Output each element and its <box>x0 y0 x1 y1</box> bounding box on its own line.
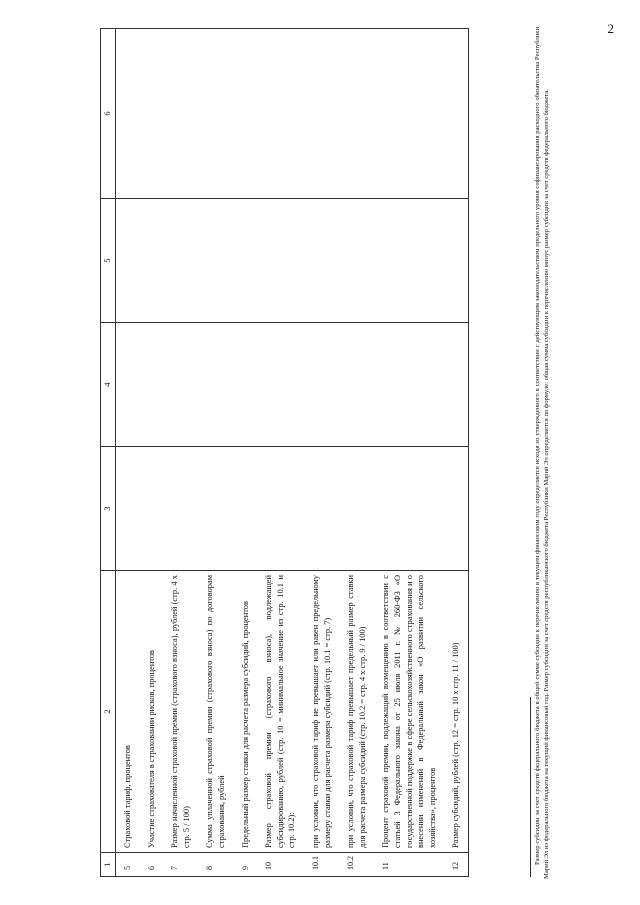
footnote-text: Размер субсидии за счет средств федерального бюджета в общей сумме субсидии к перечислению в текущем финансовом году определяется исходя из утвержденного в соответствии с действующим законодательством предельного уровня софинансирования расходного обязательства Республики Марий Эл из федерального бюджета на текущий финансовый год. Размер субсидии за счет средств республиканского бюджета Республики Марий Эл определяется по формуле: общая сумма субсидии к перечислению минус размер субсидии за счет средств федерального бюджета. <box>534 27 551 879</box>
row-number: 12 <box>444 853 468 877</box>
row-label: Размер субсидий, рублей (стр. 12 = стр. 10 x стр. 11 / 100) <box>444 571 468 853</box>
table-cell <box>234 199 258 323</box>
page-number: 2 <box>607 21 614 36</box>
table-header-row <box>101 29 116 877</box>
row-label: при условии, что страховой тариф превышает предельный размер ставки для расчета размера субсидий (стр. 10.2 = стр. 4 x стр. 9 / 100) <box>339 571 374 853</box>
table-cell <box>140 323 164 447</box>
table-body <box>116 29 469 877</box>
table-cell <box>444 447 468 571</box>
table-cell <box>116 29 140 199</box>
table-cell <box>198 199 233 323</box>
table-cell <box>163 447 198 571</box>
column-header: 1 <box>101 853 116 877</box>
row-number: 9 <box>234 853 258 877</box>
table-cell <box>374 447 444 571</box>
table-cell <box>444 199 468 323</box>
table-row <box>257 29 304 877</box>
table-row <box>374 29 444 877</box>
table-cell <box>163 199 198 323</box>
table-row <box>444 29 468 877</box>
row-label: Предельный размер ставки для расчета размера субсидий, процентов <box>234 571 258 853</box>
column-header: 3 <box>101 447 116 571</box>
table-cell <box>339 199 374 323</box>
row-label: Размер страховой премии (страхового взноса), подлежащей субсидированию, рублей (стр. 10 = минимальное значение из стр. 10.1 и стр. 10.2): <box>257 571 304 853</box>
table-cell <box>234 323 258 447</box>
table-cell <box>257 323 304 447</box>
table-cell <box>140 447 164 571</box>
row-label: Страховой тариф, процентов <box>116 571 140 853</box>
table-cell <box>374 29 444 199</box>
table-row <box>140 29 164 877</box>
table-cell <box>116 199 140 323</box>
table-cell <box>304 29 339 199</box>
column-header: 5 <box>101 199 116 323</box>
table-row <box>116 29 140 877</box>
table-cell <box>116 323 140 447</box>
table-cell <box>116 447 140 571</box>
table-row <box>234 29 258 877</box>
table-cell <box>339 447 374 571</box>
column-header: 2 <box>101 571 116 853</box>
row-number: 10.1 <box>304 853 339 877</box>
table-row <box>339 29 374 877</box>
column-header: 6 <box>101 29 116 199</box>
table-cell <box>257 447 304 571</box>
row-label: Размер начисленной страховой премии (страхового взноса), рублей (стр. 4 x стр. 5 / 100) <box>163 571 198 853</box>
row-number: 5 <box>116 853 140 877</box>
row-label: Сумма уплаченной страховой премии (страхового взноса) по договорам страхования, рублей <box>198 571 233 853</box>
row-number: 6 <box>140 853 164 877</box>
row-number: 8 <box>198 853 233 877</box>
row-label: Процент страховой премии, подлежащий возмещению в соответствии с статьей 3 Федерального закона от 25 июля 2011 г. № 260-ФЗ «О государственной поддержке в сфере сельскохозяйственного страхования и о внесении изменений в Федеральный закон «О развитии сельского хозяйства», процентов <box>374 571 444 853</box>
table-cell <box>140 29 164 199</box>
row-label: при условии, что страховой тариф не превышает или равен предельному размеру ставки для расчета размера субсидий (стр. 10.1 = стр. 7) <box>304 571 339 853</box>
table-cell <box>234 29 258 199</box>
table-cell <box>304 447 339 571</box>
table-row <box>198 29 233 877</box>
table-cell <box>339 29 374 199</box>
table-cell <box>304 199 339 323</box>
row-number: 10 <box>257 853 304 877</box>
table-cell <box>234 447 258 571</box>
table-cell <box>444 323 468 447</box>
table-cell <box>257 29 304 199</box>
table-cell <box>444 29 468 199</box>
table-cell <box>163 323 198 447</box>
row-number: 7 <box>163 853 198 877</box>
table-cell <box>198 323 233 447</box>
table-row <box>163 29 198 877</box>
table-cell <box>374 199 444 323</box>
calculation-table <box>100 28 469 877</box>
row-number: 11 <box>374 853 444 877</box>
table-cell <box>198 447 233 571</box>
table-cell <box>374 323 444 447</box>
table-row <box>304 29 339 877</box>
column-header: 4 <box>101 323 116 447</box>
table-cell <box>140 199 164 323</box>
table-cell <box>304 323 339 447</box>
footnote-divider <box>530 697 531 877</box>
table-cell <box>163 29 198 199</box>
table-cell <box>257 199 304 323</box>
row-number: 10.2 <box>339 853 374 877</box>
row-label: Участие страхователя в страховании рисков, процентов <box>140 571 164 853</box>
table-cell <box>339 323 374 447</box>
table-cell <box>198 29 233 199</box>
